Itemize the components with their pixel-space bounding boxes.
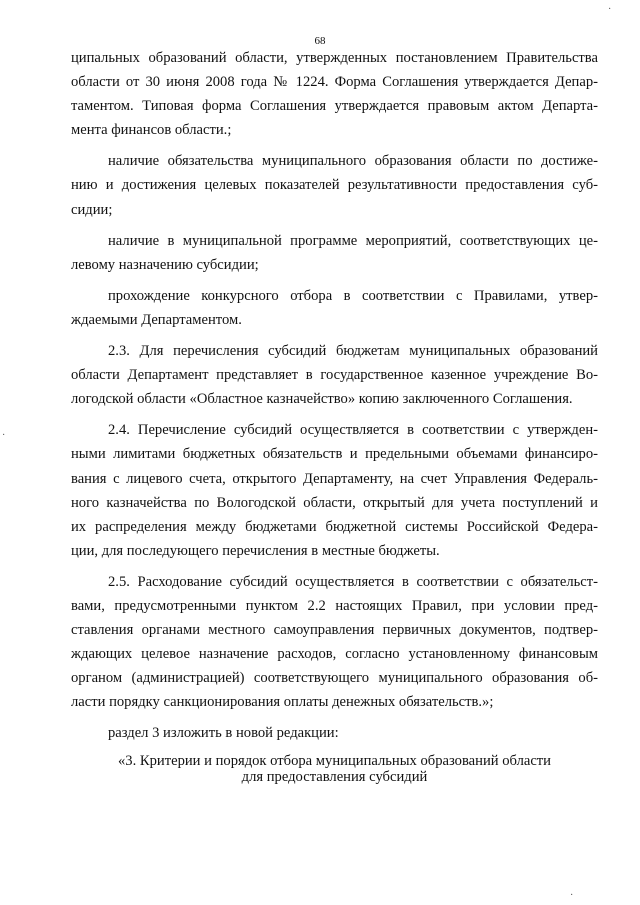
text-line: ными лимитами бюджетных обязательств и предельными объемами финансиро- <box>71 446 598 463</box>
paragraph <box>71 46 598 142</box>
text-line: логодской области «Областное казначейство» копию заключенного Соглашения. <box>71 391 573 408</box>
text-line: 2.4. Перечисление субсидий осуществляется в соответствии с утвержден- <box>108 422 598 439</box>
scan-speck: · <box>608 4 612 15</box>
text-line: ципальных образований области, утвержденных постановлением Правительства <box>71 50 598 66</box>
text-line: ции, для последующего перечисления в местные бюджеты. <box>71 542 440 559</box>
paragraph <box>71 229 598 277</box>
paragraph <box>71 149 598 221</box>
section-title-line: для предоставления субсидий <box>241 769 428 786</box>
text-line: вания с лицевого счета, открытого Департаменту, на счет Управления Федераль- <box>71 470 598 487</box>
paragraph <box>71 418 598 563</box>
paragraph <box>71 339 598 411</box>
section-title-line: «3. Критерии и порядок отбора муниципальных образований области <box>117 752 551 769</box>
page-number: 68 <box>314 35 326 47</box>
paragraph <box>71 570 598 715</box>
text-line: наличие в муниципальной программе мероприятий, соответствующих це- <box>108 232 598 249</box>
text-line: ждающих целевое назначение расходов, согласно установленному финансовым <box>71 646 598 663</box>
text-line: области от 30 июня 2008 года № 1224. Форма Соглашения утверждается Депар- <box>71 74 598 91</box>
scan-speck: · <box>570 890 574 901</box>
paragraph <box>71 284 598 332</box>
text-line: ного казначейства по Вологодской области, открытый для учета поступлений и <box>71 494 598 511</box>
text-line: органом (администрацией) соответствующего муниципального образования об- <box>71 670 598 687</box>
text-line: таментом. Типовая форма Соглашения утверждается правовым актом Департа- <box>71 98 598 115</box>
text-line: прохождение конкурсного отбора в соответствии с Правилами, утвер- <box>108 287 598 304</box>
section-title <box>71 753 598 786</box>
text-line: наличие обязательства муниципального образования области по достиже- <box>108 153 598 170</box>
text-line: левому назначению субсидии; <box>71 256 259 273</box>
text-line: вами, предусмотренными пунктом 2.2 настоящих Правил, при условии пред- <box>71 597 598 614</box>
text-line: сидии; <box>71 201 113 218</box>
text-line: нию и достижения целевых показателей результативности предоставления суб- <box>71 177 598 194</box>
text-line: 2.5. Расходование субсидий осуществляется в соответствии с обязательст- <box>108 573 598 590</box>
paragraph <box>71 721 598 745</box>
text-line: ласти порядку санкционирования оплаты денежных обязательств.»; <box>71 694 494 711</box>
text-line: ставления органами местного самоуправления первичных документов, подтвер- <box>71 622 598 639</box>
text-line: мента финансов области.; <box>71 122 232 139</box>
document-body <box>71 46 598 786</box>
text-line: раздел 3 изложить в новой редакции: <box>108 725 339 742</box>
text-line: 2.3. Для перечисления субсидий бюджетам муниципальных образований <box>108 343 598 360</box>
text-line: ждаемыми Департаментом. <box>71 311 242 328</box>
text-line: области Департамент представляет в государственное казенное учреждение Во- <box>71 367 598 384</box>
scan-speck: · <box>2 430 6 441</box>
text-line: их распределения между бюджетами бюджетной системы Российской Федера- <box>71 518 598 535</box>
